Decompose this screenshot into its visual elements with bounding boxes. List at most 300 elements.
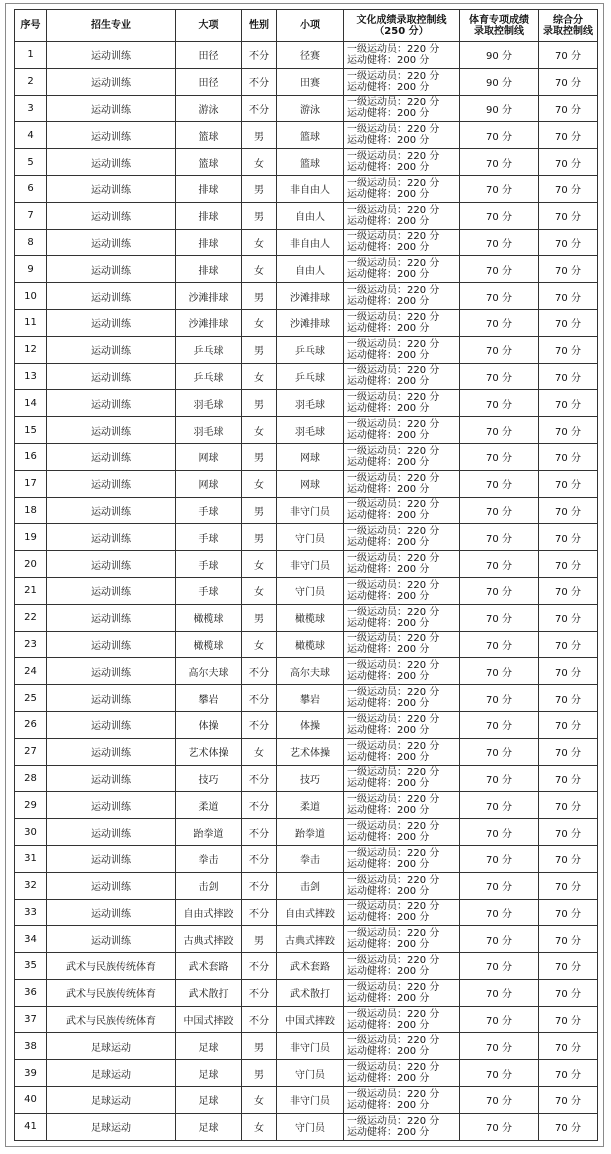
row-composite-score: 70 分 [539, 1087, 598, 1114]
table-row [15, 229, 598, 256]
row-major: 运动训练 [47, 577, 176, 604]
row-composite-score: 70 分 [539, 845, 598, 872]
row-category: 橄榄球 [176, 631, 242, 658]
row-sport-score: 70 分 [460, 792, 539, 819]
row-gender: 男 [242, 443, 277, 470]
row-sport-score: 70 分 [460, 390, 539, 417]
row-composite-score: 70 分 [539, 149, 598, 176]
row-gender: 不分 [242, 1006, 277, 1033]
row-culture-score [344, 899, 460, 926]
row-sport-score: 70 分 [460, 336, 539, 363]
row-event: 网球 [277, 443, 344, 470]
row-sport-score: 70 分 [460, 685, 539, 712]
culture-score-master: 运动健将：200 分 [347, 1019, 430, 1031]
row-gender: 女 [242, 1087, 277, 1114]
header-event: 小项 [277, 10, 344, 42]
row-sport-score: 90 分 [460, 68, 539, 95]
row-event: 守门员 [277, 1113, 344, 1140]
row-major: 武术与民族传统体育 [47, 979, 176, 1006]
row-major: 运动训练 [47, 283, 176, 310]
row-sport-score: 70 分 [460, 738, 539, 765]
header-sport-line1: 体育专项成绩 [469, 14, 529, 26]
row-index: 23 [15, 631, 47, 658]
row-index: 8 [15, 229, 47, 256]
header-composite-line1: 综合分 [553, 14, 583, 26]
culture-score-master: 运动健将：200 分 [347, 724, 430, 736]
row-event: 击剑 [277, 872, 344, 899]
row-event: 篮球 [277, 122, 344, 149]
culture-score-level1: 一级运动员：220 分 [347, 392, 440, 404]
row-event: 乒乓球 [277, 336, 344, 363]
row-index: 6 [15, 175, 47, 202]
table-row [15, 711, 598, 738]
row-major: 运动训练 [47, 363, 176, 390]
row-gender: 不分 [242, 953, 277, 980]
row-category: 高尔夫球 [176, 658, 242, 685]
row-major: 运动训练 [47, 765, 176, 792]
culture-score-level1: 一级运动员：220 分 [347, 874, 440, 886]
row-gender: 男 [242, 926, 277, 953]
row-index: 19 [15, 524, 47, 551]
row-culture-score [344, 283, 460, 310]
table-row [15, 953, 598, 980]
row-culture-score [344, 149, 460, 176]
row-event: 非自由人 [277, 175, 344, 202]
culture-score-master: 运动健将：200 分 [347, 430, 430, 442]
row-event: 非自由人 [277, 229, 344, 256]
row-major: 足球运动 [47, 1060, 176, 1087]
culture-score-level1: 一级运动员：220 分 [347, 633, 440, 645]
row-culture-score [344, 363, 460, 390]
culture-score-level1: 一级运动员：220 分 [347, 472, 440, 484]
table-row [15, 149, 598, 176]
row-composite-score: 70 分 [539, 524, 598, 551]
row-sport-score: 70 分 [460, 899, 539, 926]
culture-score-level1: 一级运动员：220 分 [347, 43, 440, 55]
row-sport-score: 70 分 [460, 443, 539, 470]
row-sport-score: 70 分 [460, 149, 539, 176]
row-sport-score: 70 分 [460, 283, 539, 310]
culture-score-level1: 一级运动员：220 分 [347, 553, 440, 565]
culture-score-level1: 一级运动员：220 分 [347, 713, 440, 725]
row-category: 手球 [176, 577, 242, 604]
row-sport-score: 70 分 [460, 417, 539, 444]
row-sport-score: 70 分 [460, 256, 539, 283]
row-category: 沙滩排球 [176, 309, 242, 336]
row-index: 36 [15, 979, 47, 1006]
row-category: 乒乓球 [176, 363, 242, 390]
row-gender: 女 [242, 738, 277, 765]
row-index: 13 [15, 363, 47, 390]
row-gender: 不分 [242, 845, 277, 872]
culture-score-master: 运动健将：200 分 [347, 590, 430, 602]
row-major: 运动训练 [47, 417, 176, 444]
culture-score-master: 运动健将：200 分 [347, 456, 430, 468]
row-composite-score: 70 分 [539, 256, 598, 283]
culture-score-master: 运动健将：200 分 [347, 322, 430, 334]
row-sport-score: 70 分 [460, 202, 539, 229]
row-sport-score: 70 分 [460, 229, 539, 256]
row-composite-score: 70 分 [539, 42, 598, 69]
row-composite-score: 70 分 [539, 229, 598, 256]
row-gender: 男 [242, 497, 277, 524]
culture-score-level1: 一级运动员：220 分 [347, 901, 440, 913]
row-category: 手球 [176, 551, 242, 578]
row-composite-score: 70 分 [539, 685, 598, 712]
table-body [15, 42, 598, 1141]
row-index: 35 [15, 953, 47, 980]
row-category: 乒乓球 [176, 336, 242, 363]
row-composite-score: 70 分 [539, 819, 598, 846]
row-category: 自由式摔跤 [176, 899, 242, 926]
row-culture-score [344, 953, 460, 980]
culture-score-master: 运动健将：200 分 [347, 188, 430, 200]
row-sport-score: 70 分 [460, 309, 539, 336]
row-major: 运动训练 [47, 149, 176, 176]
row-major: 武术与民族传统体育 [47, 1006, 176, 1033]
row-composite-score: 70 分 [539, 470, 598, 497]
row-sport-score: 70 分 [460, 872, 539, 899]
row-major: 运动训练 [47, 524, 176, 551]
row-gender: 男 [242, 1060, 277, 1087]
row-gender: 女 [242, 309, 277, 336]
row-culture-score [344, 1113, 460, 1140]
row-culture-score [344, 658, 460, 685]
row-composite-score: 70 分 [539, 390, 598, 417]
culture-score-master: 运动健将：200 分 [347, 349, 430, 361]
row-category: 足球 [176, 1033, 242, 1060]
row-category: 网球 [176, 470, 242, 497]
culture-score-master: 运动健将：200 分 [347, 162, 430, 174]
table-row [15, 417, 598, 444]
row-gender: 男 [242, 283, 277, 310]
culture-score-level1: 一级运动员：220 分 [347, 97, 440, 109]
row-gender: 不分 [242, 711, 277, 738]
row-sport-score: 70 分 [460, 953, 539, 980]
culture-score-level1: 一级运动员：220 分 [347, 981, 440, 993]
row-event: 沙滩排球 [277, 309, 344, 336]
row-sport-score: 70 分 [460, 1006, 539, 1033]
header-category: 大项 [176, 10, 242, 42]
table-row [15, 390, 598, 417]
row-category: 武术散打 [176, 979, 242, 1006]
table-row [15, 283, 598, 310]
row-category: 沙滩排球 [176, 283, 242, 310]
header-culture-line1: 文化成绩录取控制线 [356, 14, 447, 26]
row-major: 运动训练 [47, 42, 176, 69]
row-event: 橄榄球 [277, 604, 344, 631]
row-category: 手球 [176, 497, 242, 524]
header-composite-score [539, 10, 598, 42]
row-sport-score: 70 分 [460, 658, 539, 685]
culture-score-master: 运动健将：200 分 [347, 644, 430, 656]
row-culture-score [344, 631, 460, 658]
row-gender: 不分 [242, 42, 277, 69]
row-event: 游泳 [277, 95, 344, 122]
header-culture-line2: （250 分） [374, 25, 429, 37]
culture-score-level1: 一级运动员：220 分 [347, 794, 440, 806]
culture-score-master: 运动健将：200 分 [347, 912, 430, 924]
row-composite-score: 70 分 [539, 417, 598, 444]
row-event: 守门员 [277, 577, 344, 604]
row-gender: 女 [242, 363, 277, 390]
culture-score-master: 运动健将：200 分 [347, 537, 430, 549]
row-event: 跆拳道 [277, 819, 344, 846]
culture-score-master: 运动健将：200 分 [347, 564, 430, 576]
culture-score-master: 运动健将：200 分 [347, 403, 430, 415]
row-gender: 不分 [242, 979, 277, 1006]
row-gender: 女 [242, 577, 277, 604]
culture-score-master: 运动健将：200 分 [347, 108, 430, 120]
row-index: 40 [15, 1087, 47, 1114]
row-index: 30 [15, 819, 47, 846]
row-composite-score: 70 分 [539, 336, 598, 363]
table-row [15, 1113, 598, 1140]
table-row [15, 845, 598, 872]
row-category: 击剑 [176, 872, 242, 899]
header-row [15, 10, 598, 42]
row-gender: 男 [242, 336, 277, 363]
culture-score-master: 运动健将：200 分 [347, 992, 430, 1004]
row-event: 羽毛球 [277, 390, 344, 417]
row-composite-score: 70 分 [539, 711, 598, 738]
table-row [15, 42, 598, 69]
row-event: 网球 [277, 470, 344, 497]
row-composite-score: 70 分 [539, 551, 598, 578]
row-major: 运动训练 [47, 309, 176, 336]
row-culture-score [344, 551, 460, 578]
table-row [15, 443, 598, 470]
row-culture-score [344, 1006, 460, 1033]
row-culture-score [344, 926, 460, 953]
table-row [15, 175, 598, 202]
admission-score-table [14, 9, 598, 1141]
row-sport-score: 70 分 [460, 470, 539, 497]
row-event: 拳击 [277, 845, 344, 872]
row-event: 体操 [277, 711, 344, 738]
row-category: 武术套路 [176, 953, 242, 980]
culture-score-level1: 一级运动员：220 分 [347, 258, 440, 270]
row-culture-score [344, 685, 460, 712]
row-index: 34 [15, 926, 47, 953]
row-culture-score [344, 336, 460, 363]
culture-score-level1: 一级运动员：220 分 [347, 579, 440, 591]
row-sport-score: 70 分 [460, 631, 539, 658]
row-gender: 男 [242, 524, 277, 551]
table-row [15, 872, 598, 899]
row-major: 运动训练 [47, 604, 176, 631]
culture-score-master: 运动健将：200 分 [347, 483, 430, 495]
row-category: 古典式摔跤 [176, 926, 242, 953]
row-gender: 女 [242, 631, 277, 658]
culture-score-master: 运动健将：200 分 [347, 296, 430, 308]
culture-score-master: 运动健将：200 分 [347, 1046, 430, 1058]
culture-score-level1: 一级运动员：220 分 [347, 1115, 440, 1127]
row-event: 守门员 [277, 1060, 344, 1087]
row-sport-score: 70 分 [460, 175, 539, 202]
table-row [15, 470, 598, 497]
row-culture-score [344, 577, 460, 604]
row-event: 柔道 [277, 792, 344, 819]
table-row [15, 68, 598, 95]
row-event: 古典式摔跤 [277, 926, 344, 953]
row-composite-score: 70 分 [539, 577, 598, 604]
row-event: 径赛 [277, 42, 344, 69]
row-index: 11 [15, 309, 47, 336]
row-major: 运动训练 [47, 845, 176, 872]
row-gender: 不分 [242, 68, 277, 95]
table-row [15, 631, 598, 658]
row-gender: 不分 [242, 685, 277, 712]
row-composite-score: 70 分 [539, 979, 598, 1006]
row-composite-score: 70 分 [539, 68, 598, 95]
row-major: 运动训练 [47, 658, 176, 685]
row-category: 攀岩 [176, 685, 242, 712]
row-index: 39 [15, 1060, 47, 1087]
row-gender: 女 [242, 149, 277, 176]
culture-score-level1: 一级运动员：220 分 [347, 821, 440, 832]
row-major: 运动训练 [47, 229, 176, 256]
table-row [15, 551, 598, 578]
culture-score-master: 运动健将：200 分 [347, 1073, 430, 1085]
header-sport-line2: 录取控制线 [474, 25, 524, 37]
table-row [15, 202, 598, 229]
culture-score-master: 运动健将：200 分 [347, 242, 430, 254]
row-category: 排球 [176, 175, 242, 202]
culture-score-level1: 一级运动员：220 分 [347, 70, 440, 82]
row-composite-score: 70 分 [539, 926, 598, 953]
row-gender: 男 [242, 122, 277, 149]
row-category: 羽毛球 [176, 390, 242, 417]
row-sport-score: 70 分 [460, 845, 539, 872]
row-category: 跆拳道 [176, 819, 242, 846]
row-event: 篮球 [277, 149, 344, 176]
row-gender: 不分 [242, 792, 277, 819]
row-composite-score: 70 分 [539, 765, 598, 792]
row-major: 运动训练 [47, 899, 176, 926]
row-sport-score: 70 分 [460, 1060, 539, 1087]
row-sport-score: 90 分 [460, 95, 539, 122]
row-sport-score: 70 分 [460, 363, 539, 390]
row-composite-score: 70 分 [539, 497, 598, 524]
table-row [15, 336, 598, 363]
culture-score-level1: 一级运动员：220 分 [347, 204, 440, 216]
row-major: 足球运动 [47, 1113, 176, 1140]
row-composite-score: 70 分 [539, 363, 598, 390]
row-event: 羽毛球 [277, 417, 344, 444]
row-culture-score [344, 202, 460, 229]
row-sport-score: 70 分 [460, 551, 539, 578]
table-row [15, 1006, 598, 1033]
culture-score-master: 运动健将：200 分 [347, 376, 430, 388]
culture-score-level1: 一级运动员：220 分 [347, 445, 440, 457]
row-event: 橄榄球 [277, 631, 344, 658]
row-index: 9 [15, 256, 47, 283]
row-category: 篮球 [176, 149, 242, 176]
culture-score-level1: 一级运动员：220 分 [347, 928, 440, 940]
row-major: 运动训练 [47, 872, 176, 899]
row-event: 中国式摔跤 [277, 1006, 344, 1033]
row-composite-score: 70 分 [539, 738, 598, 765]
row-composite-score: 70 分 [539, 658, 598, 685]
row-culture-score [344, 470, 460, 497]
row-event: 乒乓球 [277, 363, 344, 390]
row-event: 田赛 [277, 68, 344, 95]
row-category: 体操 [176, 711, 242, 738]
row-sport-score: 70 分 [460, 122, 539, 149]
row-gender: 女 [242, 256, 277, 283]
row-event: 非守门员 [277, 1087, 344, 1114]
culture-score-master: 运动健将：200 分 [347, 81, 430, 93]
culture-score-level1: 一级运动员：220 分 [347, 767, 440, 779]
row-major: 运动训练 [47, 711, 176, 738]
culture-score-master: 运动健将：200 分 [347, 1099, 430, 1111]
row-gender: 不分 [242, 819, 277, 846]
row-sport-score: 70 分 [460, 765, 539, 792]
culture-score-master: 运动健将：200 分 [347, 778, 430, 790]
row-index: 22 [15, 604, 47, 631]
row-culture-score [344, 738, 460, 765]
row-category: 艺术体操 [176, 738, 242, 765]
row-composite-score: 70 分 [539, 443, 598, 470]
row-index: 37 [15, 1006, 47, 1033]
culture-score-master: 运动健将：200 分 [347, 269, 430, 281]
row-gender: 男 [242, 390, 277, 417]
row-sport-score: 70 分 [460, 604, 539, 631]
table-row [15, 738, 598, 765]
row-gender: 男 [242, 175, 277, 202]
culture-score-master: 运动健将：200 分 [347, 965, 430, 977]
row-category: 中国式摔跤 [176, 1006, 242, 1033]
row-category: 网球 [176, 443, 242, 470]
culture-score-level1: 一级运动员：220 分 [347, 687, 440, 699]
row-category: 田径 [176, 42, 242, 69]
row-culture-score [344, 819, 460, 846]
header-composite-line2: 录取控制线 [543, 25, 593, 37]
culture-score-master: 运动健将：200 分 [347, 885, 430, 897]
table-row [15, 765, 598, 792]
row-index: 28 [15, 765, 47, 792]
row-culture-score [344, 1060, 460, 1087]
row-major: 足球运动 [47, 1087, 176, 1114]
table-row [15, 363, 598, 390]
row-major: 运动训练 [47, 336, 176, 363]
row-index: 14 [15, 390, 47, 417]
row-composite-score: 70 分 [539, 792, 598, 819]
row-index: 25 [15, 685, 47, 712]
row-event: 沙滩排球 [277, 283, 344, 310]
row-culture-score [344, 309, 460, 336]
culture-score-level1: 一级运动员：220 分 [347, 285, 440, 297]
row-culture-score [344, 792, 460, 819]
row-composite-score: 70 分 [539, 953, 598, 980]
row-major: 运动训练 [47, 685, 176, 712]
row-composite-score: 70 分 [539, 175, 598, 202]
row-event: 武术散打 [277, 979, 344, 1006]
culture-score-master: 运动健将：200 分 [347, 751, 430, 763]
row-composite-score: 70 分 [539, 899, 598, 926]
row-major: 运动训练 [47, 202, 176, 229]
table-row [15, 309, 598, 336]
row-composite-score: 70 分 [539, 604, 598, 631]
row-category: 足球 [176, 1087, 242, 1114]
row-culture-score [344, 443, 460, 470]
header-major: 招生专业 [47, 10, 176, 42]
row-sport-score: 70 分 [460, 819, 539, 846]
row-major: 运动训练 [47, 68, 176, 95]
row-event: 守门员 [277, 524, 344, 551]
row-culture-score [344, 524, 460, 551]
